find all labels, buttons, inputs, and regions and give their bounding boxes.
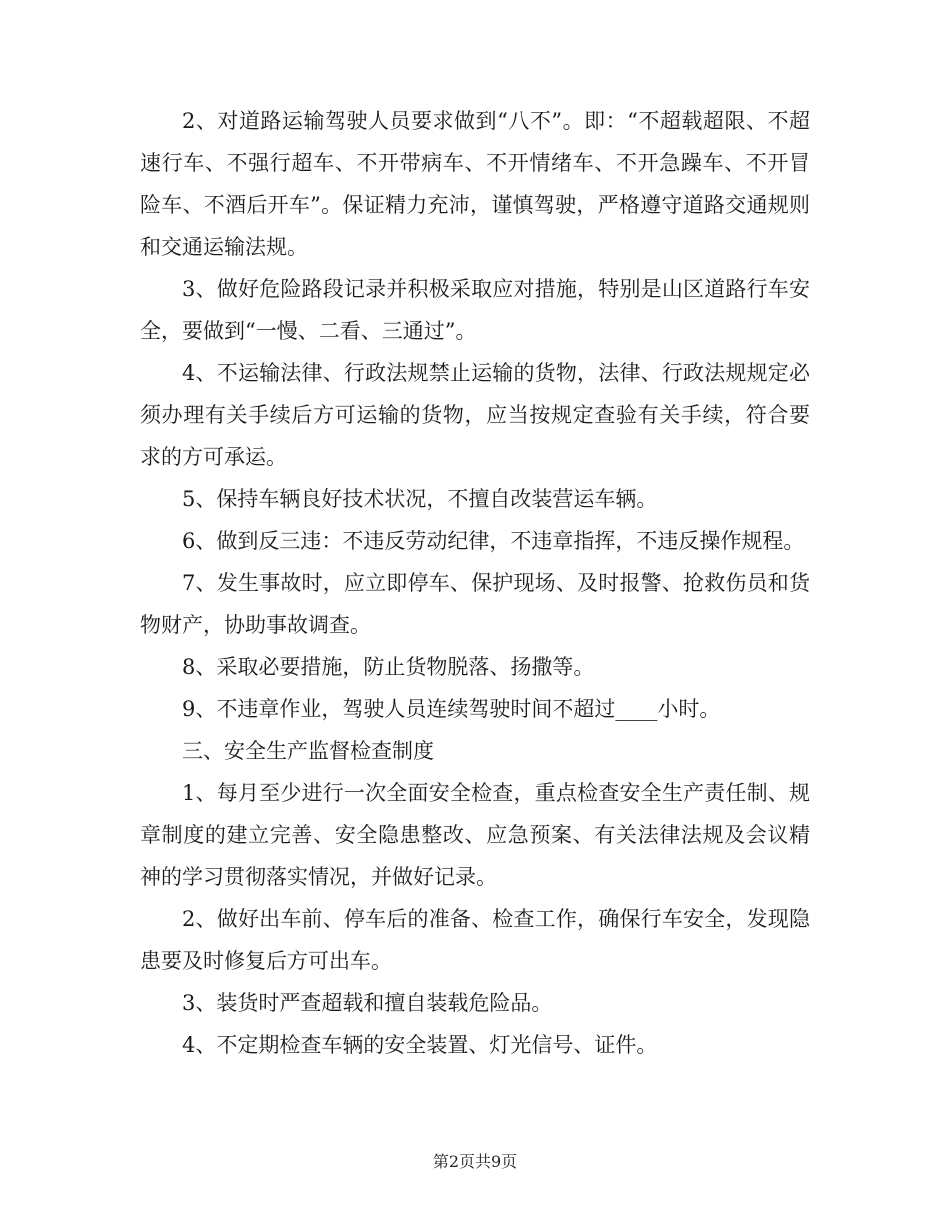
document-body: [140, 100, 810, 1066]
paragraph-rule-5-vehicle-condition: 5、保持车辆良好技术状况，不擅自改装营运车辆。: [182, 487, 658, 511]
page-number-footer: 第2页共9页: [432, 1152, 518, 1171]
paragraph-rule-6-three-violations: 6、做到反三违：不违反劳动纪律，不违章指挥，不违反操作规程。: [182, 529, 805, 553]
paragraph-rule-7-accident: 7、发生事故时，应立即停车、保护现场、及时报警、抢救伤员和货物财产，协助事故调查。: [140, 571, 810, 637]
paragraph-rule-8-cargo: 8、采取必要措施，防止货物脱落、扬撒等。: [182, 655, 595, 679]
paragraph-inspection-4-devices: 4、不定期检查车辆的安全装置、灯光信号、证件。: [182, 1033, 658, 1057]
paragraph-inspection-2-pre-trip: 2、做好出车前、停车后的准备、检查工作，确保行车安全，发现隐患要及时修复后方可出车。: [140, 907, 810, 973]
paragraph-rule-2-eight-nots: 2、对道路运输驾驶人员要求做到“八不”。即：“不超载超限、不超速行车、不强行超车、不开带病车、不开情绪车、不开急躁车、不开冒险车、不酒后开车”。保证精力充沛，谨慎驾驶，严格遵守道路交通规则和交通运输法规。: [140, 109, 810, 259]
paragraph-rule-3-dangerous-roads: 3、做好危险路段记录并积极采取应对措施，特别是山区道路行车安全，要做到“一慢、二看、三通过”。: [140, 277, 810, 343]
paragraph-inspection-3-loading: 3、装货时严查超载和擅自装载危险品。: [182, 991, 553, 1015]
paragraph-inspection-1-monthly: 1、每月至少进行一次全面安全检查，重点检查安全生产责任制、规章制度的建立完善、安全隐患整改、应急预案、有关法律法规及会议精神的学习贯彻落实情况，并做好记录。: [140, 781, 810, 889]
paragraph-rule-9-driving-hours: 9、不违章作业，驾驶人员连续驾驶时间不超过____小时。: [182, 697, 721, 721]
section-heading-inspection: 三、安全生产监督检查制度: [182, 739, 434, 763]
paragraph-rule-4-prohibited-goods: 4、不运输法律、行政法规禁止运输的货物，法律、行政法规规定必须办理有关手续后方可运输的货物，应当按规定查验有关手续，符合要求的方可承运。: [140, 361, 810, 469]
